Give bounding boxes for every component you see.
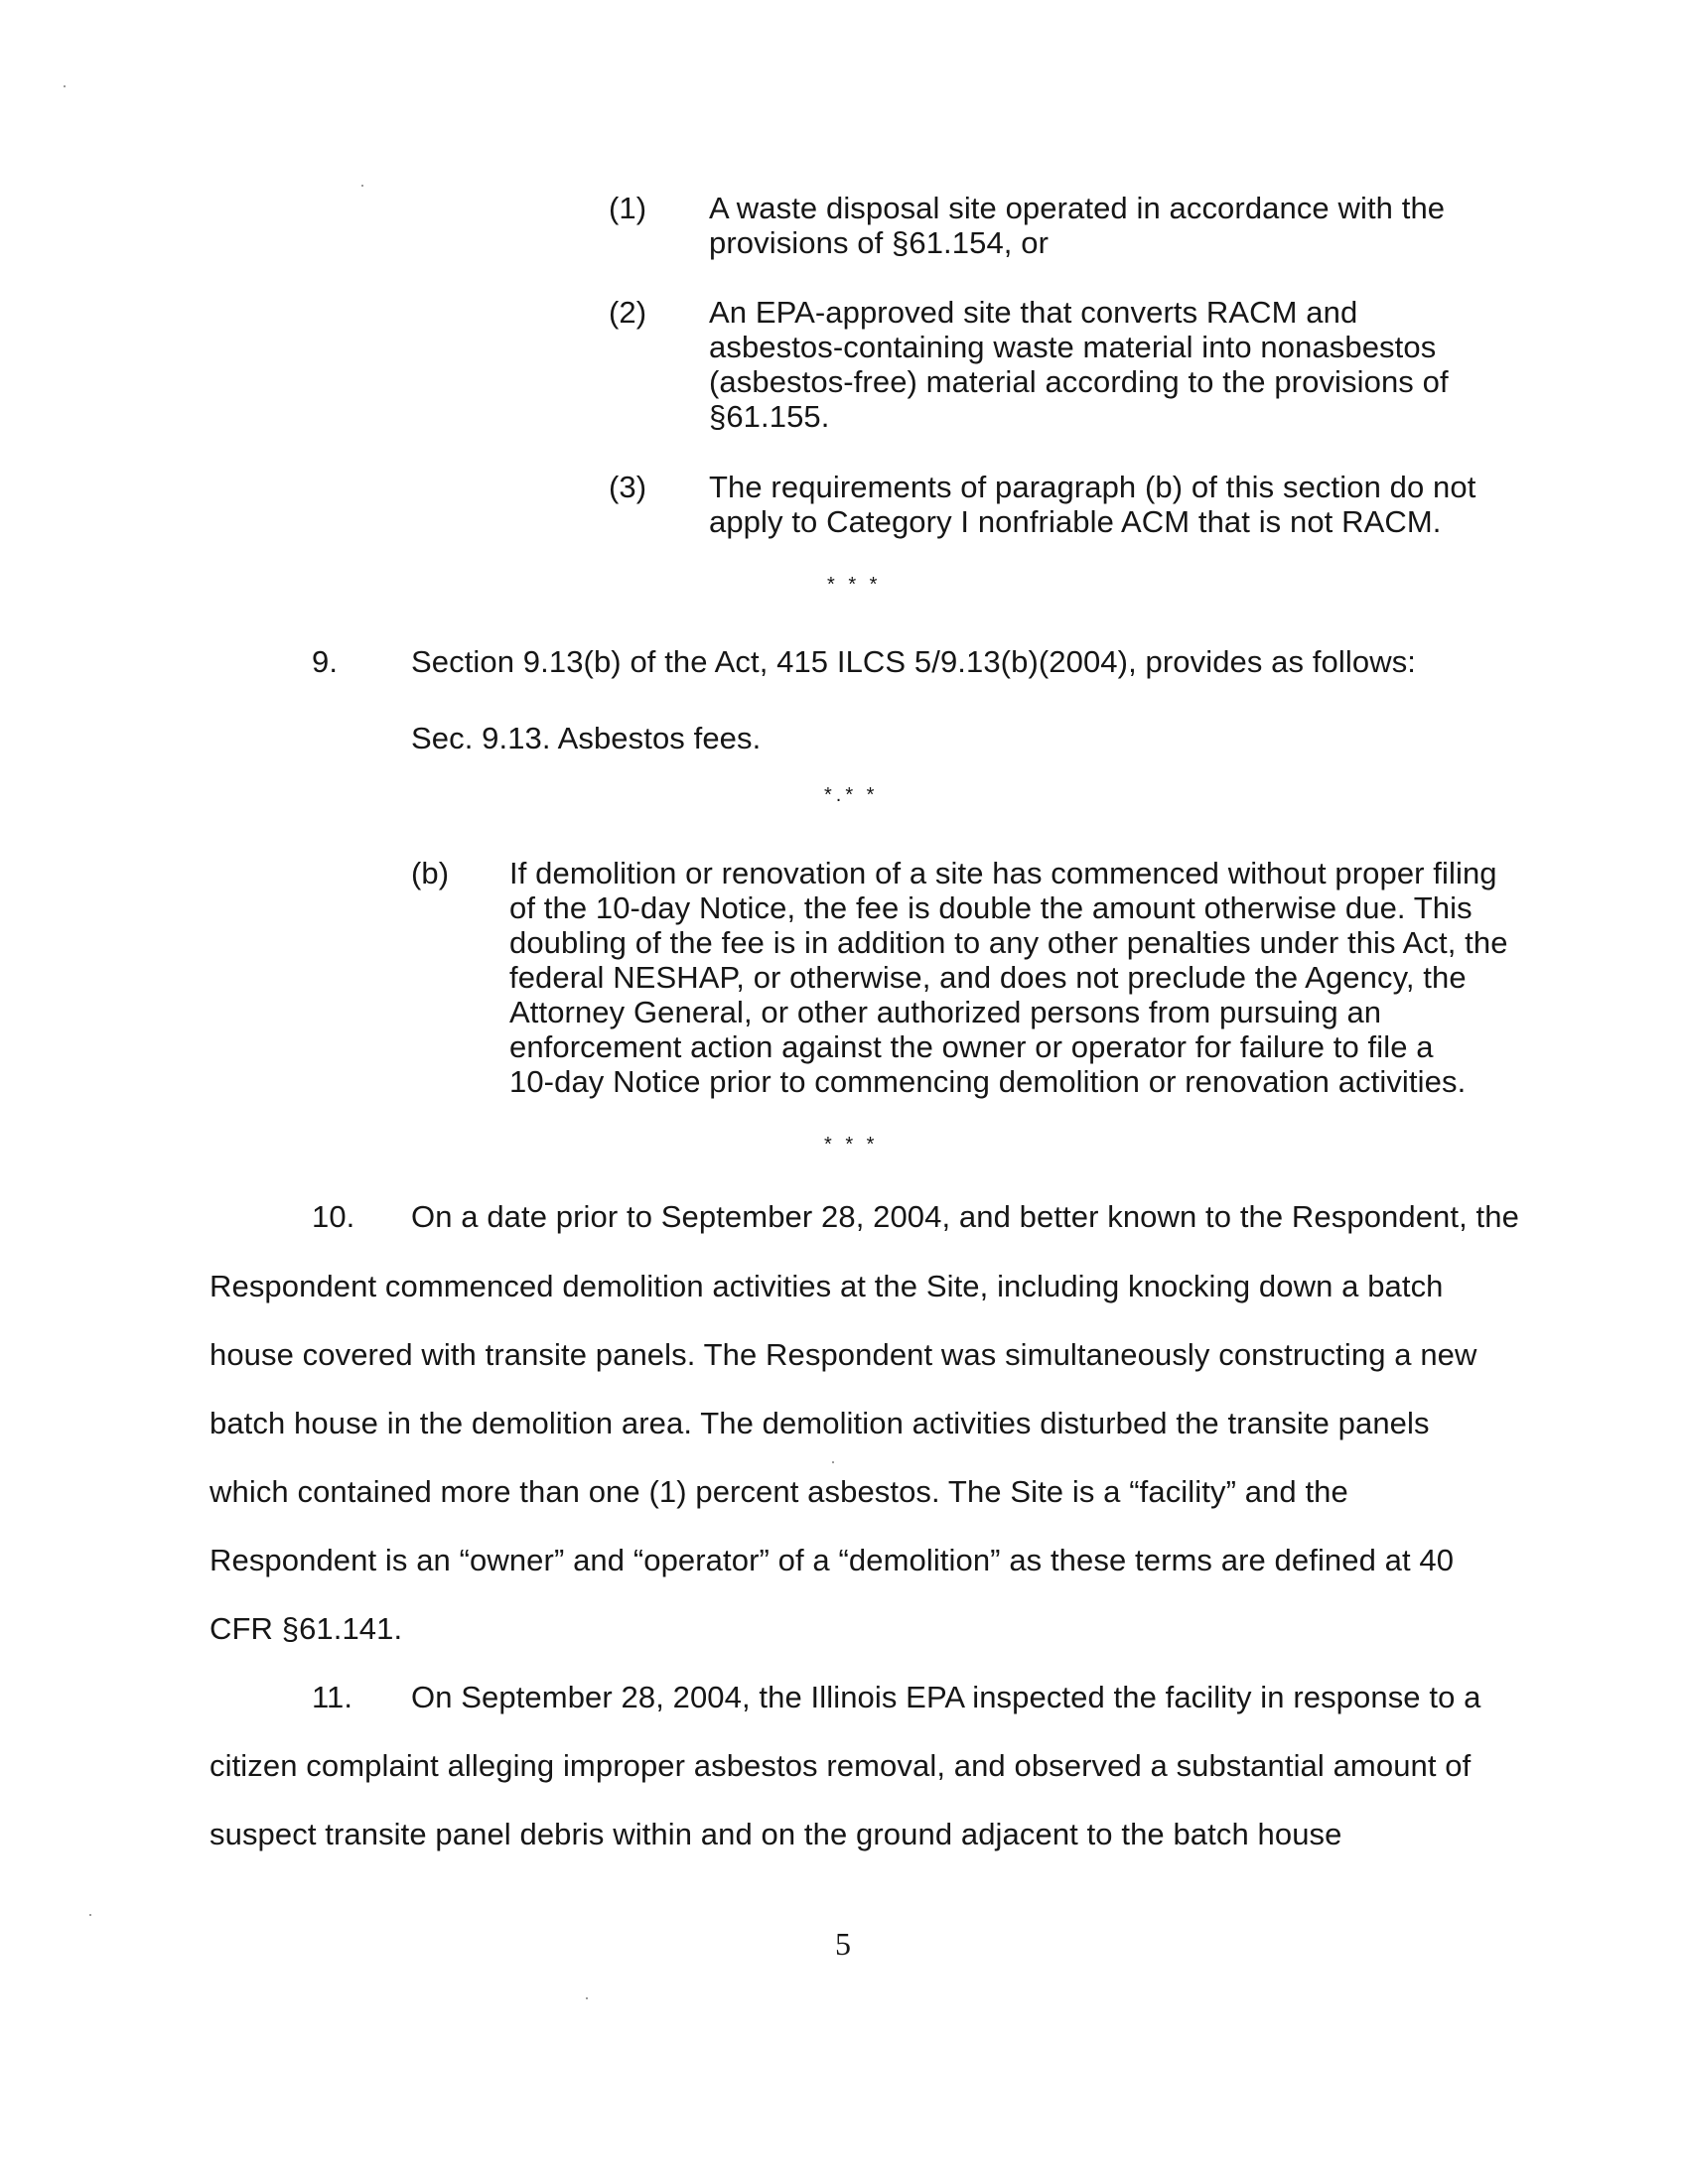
subitem-text-line: of the 10-day Notice, the fee is double the amount otherwise due. This (509, 890, 1473, 925)
subitem-text-line: Attorney General, or other authorized persons from pursuing an (509, 995, 1382, 1029)
subitem-text-line: §61.155. (709, 399, 830, 434)
subitem-text-line: An EPA-approved site that converts RACM and (709, 295, 1358, 330)
subitem-text-line: apply to Category I nonfriable ACM that is not RACM. (709, 504, 1442, 539)
subitem-text-line: 10-day Notice prior to commencing demolition or renovation activities. (509, 1064, 1467, 1099)
subitem-text-line: A waste disposal site operated in accordance with the (709, 191, 1446, 225)
paragraph-text-line: suspect transite panel debris within and on the ground adjacent to the batch house (210, 1817, 1342, 1851)
subitem-text-line: If demolition or renovation of a site has commenced without proper filing (509, 856, 1497, 890)
scan-speck (832, 1461, 834, 1463)
subitem-text-line: The requirements of paragraph (b) of this section do not (709, 470, 1476, 504)
subitem-text-line: (asbestos-free) material according to the provisions of (709, 364, 1449, 399)
section-separator: * * * (824, 1134, 879, 1156)
paragraph-text-line: Respondent is an “owner” and “operator” of a “demolition” as these terms are defined at 40 (210, 1543, 1455, 1577)
subitem-text-line: asbestos-containing waste material into nonasbestos (709, 330, 1437, 364)
section-separator: *.* * (824, 784, 879, 806)
paragraph-text-line: Respondent commenced demolition activities at the Site, including knocking down a batch (210, 1269, 1444, 1303)
subitem-text-line: enforcement action against the owner or operator for failure to file a (509, 1029, 1434, 1064)
subitem-number: (2) (609, 295, 647, 330)
statute-heading: Sec. 9.13. Asbestos fees. (411, 721, 762, 755)
subitem-text-line: federal NESHAP, or otherwise, and does not preclude the Agency, the (509, 960, 1467, 995)
subitem-number: (b) (411, 856, 450, 890)
paragraph-text-line: batch house in the demolition area. The demolition activities disturbed the transite panels (210, 1406, 1430, 1440)
scan-speck (361, 185, 363, 187)
subitem-number: (3) (609, 470, 647, 504)
subitem-text-line: doubling of the fee is in addition to any other penalties under this Act, the (509, 925, 1508, 960)
paragraph-number: 9. (312, 644, 339, 679)
paragraph-text-line: citizen complaint alleging improper asbestos removal, and observed a substantial amount of (210, 1748, 1472, 1783)
paragraph-text-line: On September 28, 2004, the Illinois EPA inspected the facility in response to a (411, 1680, 1481, 1714)
scan-speck (89, 1914, 91, 1916)
scan-speck (64, 85, 66, 87)
page-number: 5 (835, 1926, 852, 1962)
subitem-text-line: provisions of §61.154, or (709, 225, 1049, 260)
subitem-number: (1) (609, 191, 647, 225)
section-separator: * * * (827, 574, 882, 596)
paragraph-text-line: which contained more than one (1) percent asbestos. The Site is a “facility” and the (210, 1474, 1348, 1509)
paragraph-text-line: On a date prior to September 28, 2004, and better known to the Respondent, the (411, 1199, 1519, 1234)
scan-speck (586, 1997, 588, 1999)
paragraph-number: 10. (312, 1199, 355, 1234)
paragraph-text-line: house covered with transite panels. The Respondent was simultaneously constructing a new (210, 1337, 1477, 1372)
paragraph-number: 11. (312, 1680, 353, 1714)
paragraph-text: Section 9.13(b) of the Act, 415 ILCS 5/9.13(b)(2004), provides as follows: (411, 644, 1417, 679)
paragraph-text-line: CFR §61.141. (210, 1611, 403, 1646)
